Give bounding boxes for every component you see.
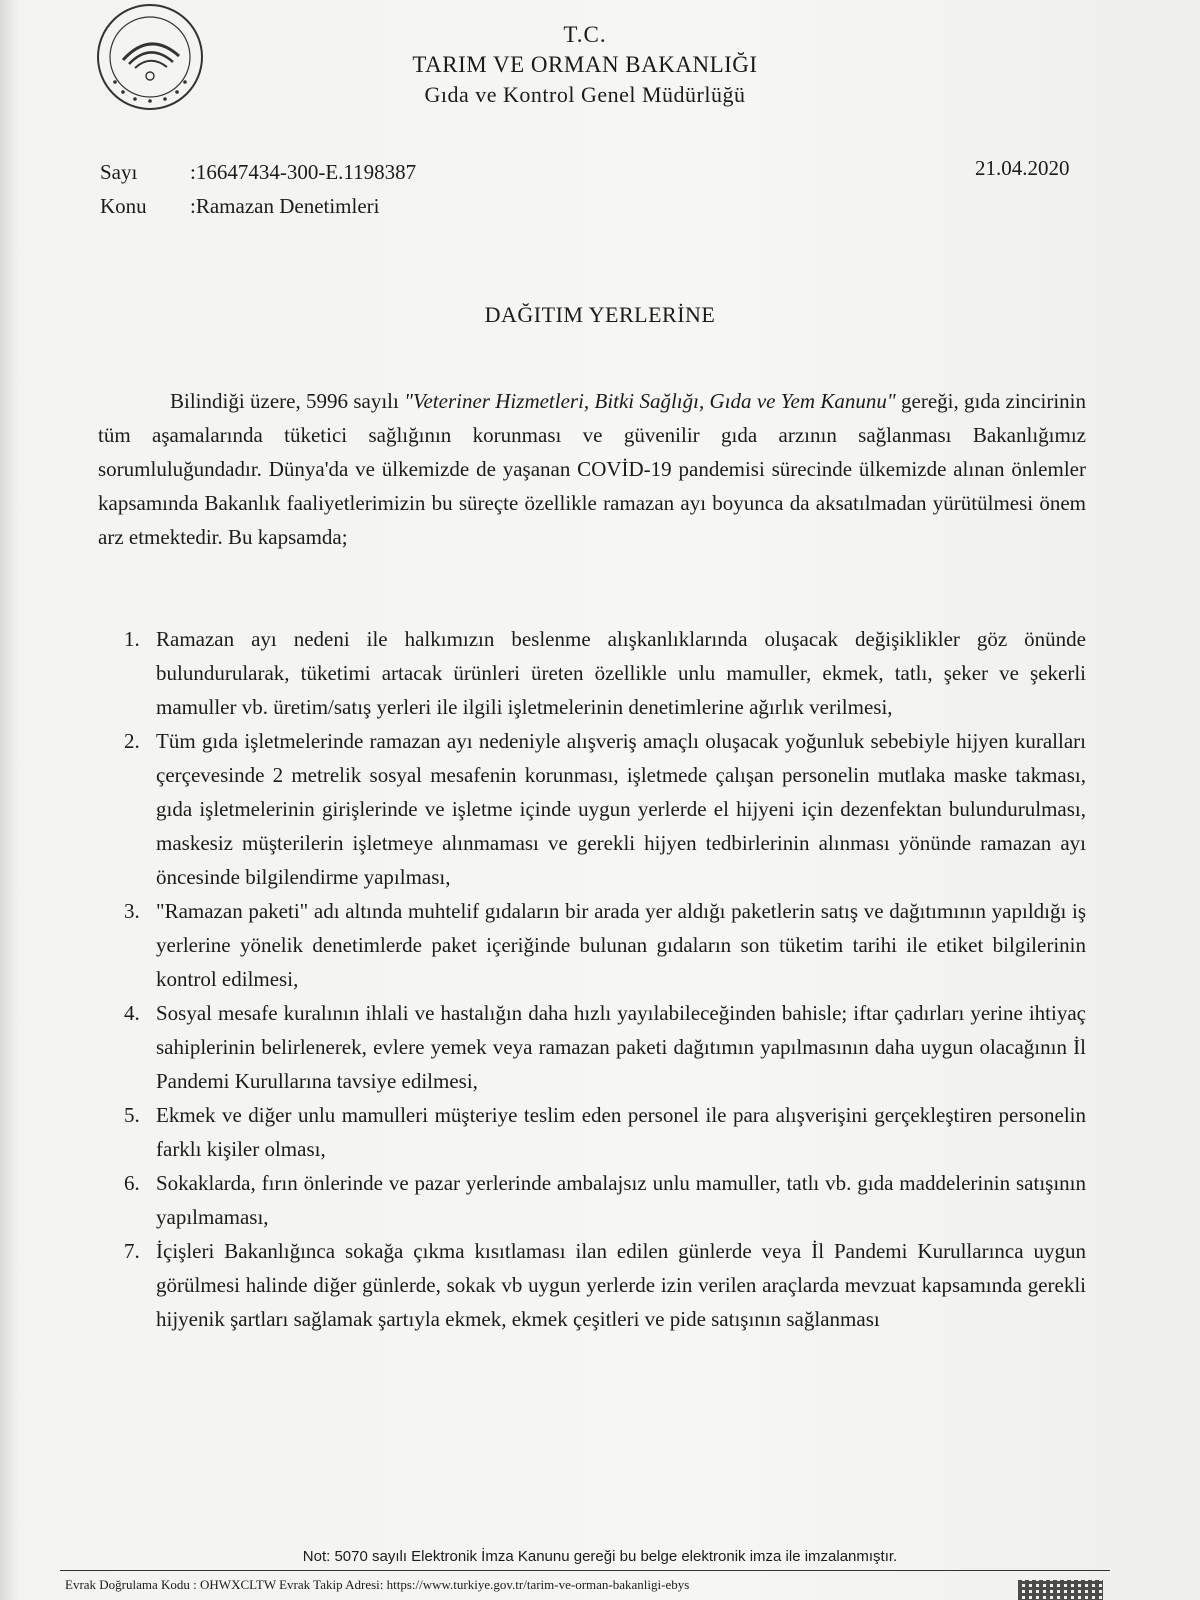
list-item: [98, 1098, 1086, 1166]
meta-subject-label: Konu: [100, 194, 147, 218]
intro-pre: Bilindiği üzere, 5996 sayılı: [170, 389, 405, 413]
list-item-text: Ekmek ve diğer unlu mamulleri müşteriye teslim eden personel ile para alışverişini gerçekleştiren personelin farklı kişiler olması,: [156, 1103, 1086, 1161]
distribution-heading: DAĞITIM YERLERİNE: [484, 302, 716, 327]
intro-paragraph: [98, 384, 1086, 554]
list-item-text: İçişleri Bakanlığınca sokağa çıkma kısıtlaması ilan edilen günlerde veya İl Pandemi Kurullarınca uygun görülmesi halinde diğer günlerde, sokak vb uygun yerlerde izin verilen araçlarda mevzuat kapsamında gerekli hijyenik şartları sağlamak şartıyla ekmek, ekmek çeşitleri ve pide satışının sağlanması: [156, 1239, 1086, 1331]
meta-subject-value: :Ramazan Denetimleri: [190, 194, 380, 218]
letterhead: [380, 20, 790, 110]
list-item-text: Ramazan ayı nedeni ile halkımızın beslenme alışkanlıklarında oluşacak değişiklikler göz önünde bulundurularak, tüketimi artacak ürünleri üreten özellikle unlu mamuller, ekmek, tatlı, şeker ve şekerli mamuller vb. üretim/satış yerleri ile ilgili işletmelerinin denetimlerine ağırlık verilmesi,: [156, 627, 1086, 719]
list-item-text: Tüm gıda işletmelerinde ramazan ayı nedeniyle alışveriş amaçlı oluşacak yoğunluk sebebiyle hijyen kuralları çerçevesinde 2 metrelik sosyal mesafenin korunması, işletmede çalışan personelin mutlaka maske takması, gıda işletmelerinin girişlerinde ve işletme içinde uygun yerlerde el hijyeni için dezenfektan bulundurulması, maskesiz müşterilerin işletmeye alınmaması ve gerekli hijyen tedbirlerinin alınması yönünde ramazan ayı öncesinde bilgilendirme yapılması,: [156, 729, 1086, 889]
list-item-number: 5.: [124, 1103, 140, 1127]
meta-subject-row: [100, 194, 380, 219]
list-item: [98, 894, 1086, 996]
meta-number-row: [100, 160, 416, 185]
list-item: [98, 622, 1086, 724]
list-item-text: Sokaklarda, fırın önlerinde ve pazar yerlerinde ambalajsız unlu mamuller, tatlı vb. gıda maddelerinin satışının yapılmaması,: [156, 1171, 1086, 1229]
list-item: [98, 1234, 1086, 1336]
list-item-number: 6.: [124, 1171, 140, 1195]
header-directorate: Gıda ve Kontrol Genel Müdürlüğü: [424, 82, 746, 107]
list-item: [98, 996, 1086, 1098]
list-item: [98, 724, 1086, 894]
meta-number-value: :16647434-300-E.1198387: [190, 160, 417, 184]
intro-post: gereği, gıda zincirinin tüm aşamalarında tüketici sağlığının korunması ve güvenilir gıda arzının sağlanması Bakanlığımız sorumluluğundadır. Dünya'da ve ülkemizde de yaşanan COVİD-19 pandemisi sürecinde ülkemizde alınan önlemler kapsamında Bakanlık faaliyetlerimizin bu süreçte özellikle ramazan ayı boyunca da aksatılmadan yürütülmesi önem arz etmektedir. Bu kapsamda;: [98, 389, 1086, 549]
qr-code-icon: [1018, 1580, 1103, 1600]
meta-number-label: Sayı: [100, 160, 138, 184]
list-item-text: "Ramazan paketi" adı altında muhtelif gıdaların bir arada yer aldığı paketlerin satış ve dağıtımının yapıldığı iş yerlerine yönelik denetimlerde paket içeriğinde bulunan gıdaların son tüketim tarihi ile etiket bilgilerinin kontrol edilmesi,: [156, 899, 1086, 991]
document-date: 21.04.2020: [975, 156, 1070, 180]
e-signature-note: Not: 5070 sayılı Elektronik İmza Kanunu gereği bu belge elektronik imza ile imzalanmıştır.: [302, 1548, 898, 1565]
list-item-number: 1.: [124, 627, 140, 651]
list-item-text: Sosyal mesafe kuralının ihlali ve hastalığın daha hızlı yayılabileceğinden bahisle; iftar çadırları yerine ihtiyaç sahiplerinin belirlenerek, evlere yemek veya ramazan paketi dağıtımın yapılmasının daha uygun olacağının İl Pandemi Kurullarına tavsiye edilmesi,: [156, 1001, 1086, 1093]
footer-divider: [60, 1570, 1110, 1571]
list-item-number: 2.: [124, 729, 140, 753]
intro-law-title: "Veteriner Hizmetleri, Bitki Sağlığı, Gıda ve Yem Kanunu": [404, 389, 896, 413]
list-item: [98, 1166, 1086, 1234]
header-ministry: TARIM VE ORMAN BAKANLIĞI: [412, 52, 758, 77]
list-item-number: 4.: [124, 1001, 140, 1025]
verification-footer: Evrak Doğrulama Kodu : OHWXCLTW Evrak Takip Adresi: https://www.turkiye.gov.tr/tarim-ve-orman-bakanligi-ebys: [65, 1577, 690, 1592]
measures-list: [98, 622, 1086, 1336]
list-item-number: 3.: [124, 899, 140, 923]
list-item-number: 7.: [124, 1239, 140, 1263]
ministry-seal-logo: [95, 2, 205, 112]
header-line-tc: T.C.: [563, 22, 607, 47]
